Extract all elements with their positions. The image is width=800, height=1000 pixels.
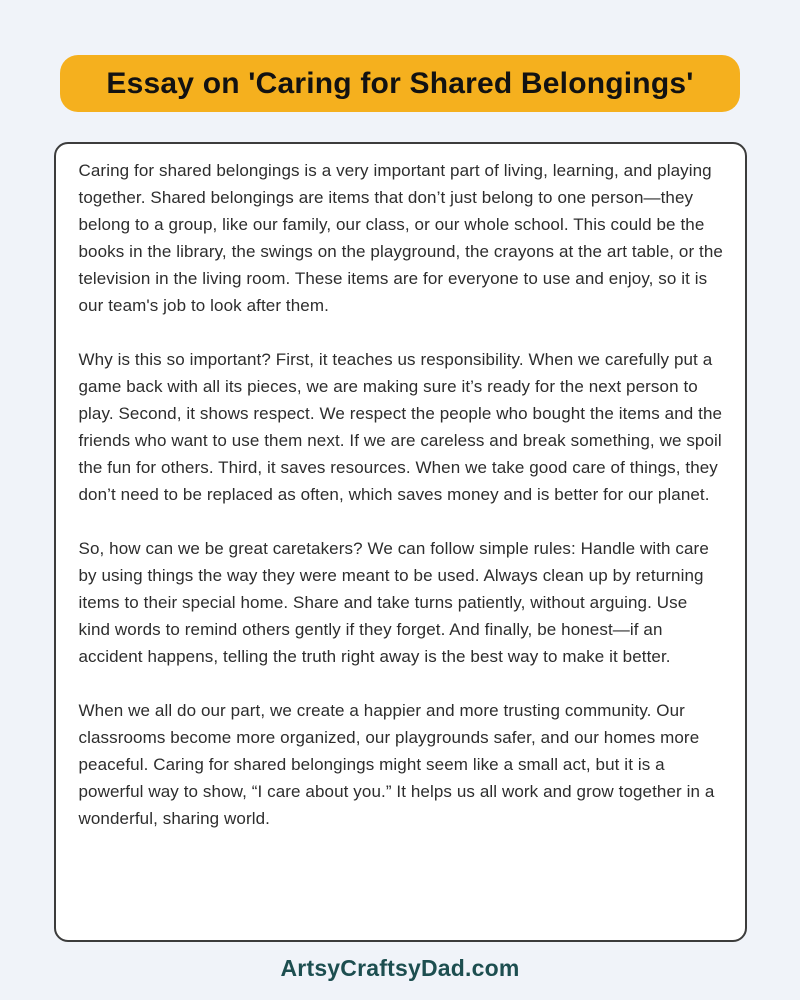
site-footer [0, 955, 800, 982]
title-banner [60, 55, 740, 112]
page-title: Essay on 'Caring for Shared Belongings' [106, 66, 694, 100]
essay-paragraph-conclusion: When we all do our part, we create a happier and more trusting community. Our classrooms become more organized, our playgrounds safer, and our homes more peaceful. Caring for shared belongings might seem like a small act, but it is a powerful way to show, “I care about you.” It helps us all work and grow together in a wonderful, sharing world. [78, 701, 715, 828]
essay-card [54, 142, 747, 942]
site-link[interactable]: ArtsyCraftsyDad.com [280, 955, 520, 981]
essay-paragraph-importance: Why is this so important? First, it teaches us responsibility. When we carefully put a game back with all its pieces, we are making sure it’s ready for the next person to play. Second, it shows respect. We respect the people who bought the items and the friends who want to use them next. If we are careless and break something, we spoil the fun for others. Third, it saves resources. When we take good care of things, they don’t need to be replaced as often, which saves money and is better for our planet. [78, 350, 723, 504]
essay-paragraph-intro: Caring for shared belongings is a very important part of living, learning, and playing together. Shared belongings are items that don’t just belong to one person—they belong to a group, like our family, our class, or our whole school. This could be the books in the library, the swings on the playground, the crayons at the art table, or the television in the living room. These items are for everyone to use and enjoy, so it is our team's job to look after them. [78, 161, 723, 315]
essay-paragraph-rules: So, how can we be great caretakers? We can follow simple rules: Handle with care by using things the way they were meant to be used. Always clean up by returning items to their special home. Share and take turns patiently, without arguing. Use kind words to remind others gently if they forget. And finally, be honest—if an accident happens, telling the truth right away is the best way to make it better. [78, 539, 709, 666]
